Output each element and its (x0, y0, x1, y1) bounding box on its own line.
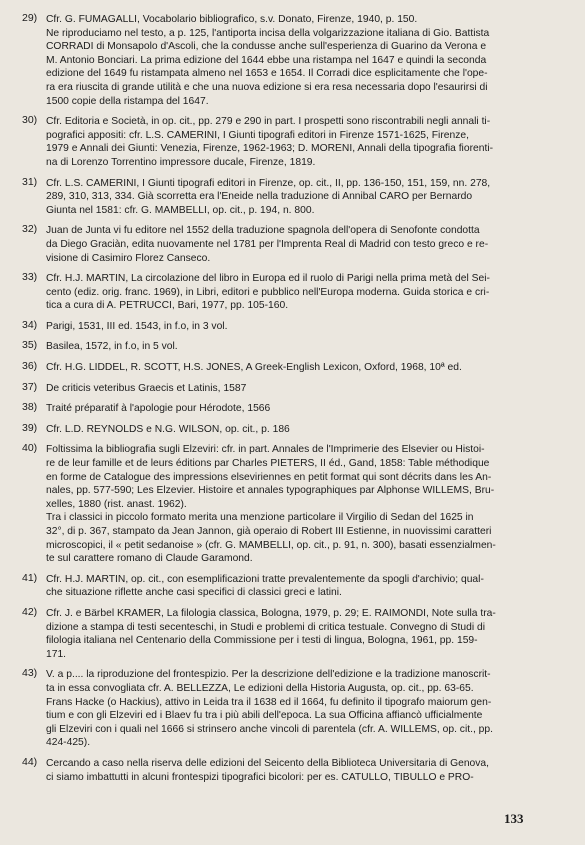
footnote-line: nales, pp. 577-590; Les Elzevier. Histoire et annales typographiques par Alphonse WILLEMS, Bru- (46, 485, 495, 497)
footnote-line: edizione del 1649 fu ristampata almeno nel 1653 e 1654. Il Corradi dice esplicitamente che l'ope- (46, 68, 488, 80)
footnote-line: Tra i classici in piccolo formato merita una menzione particolare il Virgilio di Sedan del 1625 in (46, 512, 474, 524)
footnote-line: Juan de Junta vi fu editore nel 1552 della traduzione spagnola dell'opera di Senofonte condotta (46, 225, 480, 237)
footnote-number: 35) (22, 339, 38, 352)
footnote-number: 29) (22, 12, 38, 24)
footnote (22, 402, 570, 416)
footnote-number: 34) (22, 318, 38, 331)
footnote-text (46, 382, 570, 396)
footnote-line: cento (ediz. orig. franc. 1969), in Libri, editori e pubblico nell'Europa moderna. Guida storica e cri- (46, 286, 490, 298)
footnote (22, 573, 570, 600)
footnote-text (46, 13, 570, 108)
footnote-number: 42) (22, 605, 38, 618)
footnote (22, 668, 570, 750)
footnote-line: Cercando a caso nella riserva delle edizioni del Seicento della Biblioteca Universitaria di Genova, (46, 757, 490, 769)
footnote-number: 43) (22, 667, 38, 680)
footnote-line: 424-425). (46, 737, 91, 749)
footnote-number: 40) (22, 442, 38, 455)
footnote-line: Frans Hacke (o Hackius), attivo in Leida tra il 1638 ed il 1664, fu definito il tipografo maiorum gen- (46, 696, 492, 708)
footnote-text (46, 320, 570, 334)
footnote-line: tium e con gli Elzeviri ed i Blaev fu tra i più abili dell'epoca. La sua Officina affiancò ufficialmente (46, 710, 483, 722)
footnote-number: 30) (22, 114, 38, 127)
footnote (22, 607, 570, 661)
footnote-text (46, 340, 570, 354)
footnote-line: ci siamo imbattutti in alcuni frontespizi tipografici bicolori: per es. CATULLO, TIBULLO e PRO- (46, 771, 474, 783)
footnotes-list (22, 13, 570, 791)
footnote-line: V. a p.... la riproduzione del frontespizio. Per la descrizione dell'edizione e la tradizione manoscrit- (46, 669, 491, 681)
footnote (22, 757, 570, 784)
footnote-line: visione di Casimiro Florez Canseco. (46, 252, 211, 264)
footnote-text (46, 272, 570, 313)
footnote-line: Giunta nel 1581: cfr. G. MAMBELLI, op. cit., p. 194, n. 800. (46, 204, 315, 216)
footnote-line: te sul carattere romano di Claude Garamond. (46, 553, 253, 565)
footnote-line: ra era riuscita di grande utilità e che una nuova edizione si era resa necessaria dopo l'esaurirsi di (46, 81, 488, 93)
footnote-line: pografici appositi: cfr. L.S. CAMERINI, I Giunti tipografi editori in Firenze 1571-1625, Firenze, (46, 129, 469, 141)
footnote-line: Cfr. J. e Bärbel KRAMER, La filologia classica, Bologna, 1979, p. 29; E. RAIMONDI, Note sulla tra- (46, 607, 496, 619)
footnote-number: 31) (22, 175, 38, 188)
footnote-text (46, 177, 570, 218)
footnote-line: 171. (46, 648, 67, 660)
footnote-number: 33) (22, 271, 38, 284)
footnote (22, 382, 570, 396)
footnote-line: na di Lorenzo Torrentino impressore ducale, Firenze, 1819. (46, 156, 316, 168)
footnote-line: 289, 310, 313, 334. Già scorretta era l'Eneide nella traduzione di Annibal CARO per Bernardo (46, 191, 473, 203)
footnote-line: Cfr. H.G. LIDDEL, R. SCOTT, H.S. JONES, A Greek-English Lexicon, Oxford, 1968, 10ª ed. (46, 362, 462, 374)
footnote-line: microscopici, il « petit sedanoise » (cfr. G. MAMBELLI, op. cit., p. 91, n. 300), basati essenzialmen- (46, 539, 496, 551)
footnote-line: che situazione riflette anche casi specifici di classici greci e latini. (46, 587, 342, 599)
footnote (22, 361, 570, 375)
footnote-line: Cfr. H.J. MARTIN, op. cit., con esemplificazioni tratte prevalentemente da spogli d'archivio; qual- (46, 573, 484, 585)
footnote-text (46, 224, 570, 265)
footnote-line: Cfr. Editoria e Società, in op. cit., pp. 279 e 290 in part. I prospetti sono riscontrabili negli annali ti- (46, 116, 491, 128)
footnote-line: ta in essa convogliata cfr. A. BELLEZZA, Le edizioni della Historia Augusta, op. cit., pp. 63-65. (46, 682, 474, 694)
footnote-text (46, 443, 570, 565)
footnote-line: gli Elzeviri con i quali nel 1666 si strinsero anche vincoli di parentela (cfr. A. WILLEMS, op. cit., pp. (46, 723, 493, 735)
footnote-line: Ne riproduciamo nel testo, a p. 125, l'antiporta incisa della volgarizzazione italiana di Gio. Battista (46, 27, 490, 39)
footnote-text (46, 607, 570, 661)
footnote-line: dizione a stampa di testi secenteschi, in Studi e problemi di critica testuale. Convegno di Studi di (46, 621, 486, 633)
footnote (22, 115, 570, 169)
footnote-line: Cfr. L.S. CAMERINI, I Giunti tipografi editori in Firenze, op. cit., II, pp. 136-150, 151, 159, nn. 278, (46, 177, 491, 189)
footnote-line: Cfr. G. FUMAGALLI, Vocabolario bibliografico, s.v. Donato, Firenze, 1940, p. 150. (46, 14, 418, 25)
footnote-line: da Diego Graciàn, edita nuovamente nel 1781 per l'Imprenta Real di Madrid con testo greco e re- (46, 238, 489, 250)
footnote-line: xelles, 1880 (rist. anast. 1962). (46, 498, 187, 510)
footnote (22, 443, 570, 565)
footnote-text (46, 757, 570, 784)
footnote-line: filologia italiana nel Centenario della Commissione per i testi di lingua, Bologna, 1961, pp. 159- (46, 635, 478, 647)
footnote-line: re de leur famille et de leurs éditions par Charles PIETERS, II éd., Gand, 1858: Table méthodique (46, 458, 490, 470)
footnote-line: Foltissima la bibliografia sugli Elzeviri: cfr. in part. Annales de l'Imprimerie des Elsevier ou Histoi- (46, 444, 485, 456)
footnote-line: 32°, di p. 367, stampato da Jean Jannon, già operaio di Robert III Estienne, in nuovissimi caratteri (46, 526, 492, 537)
footnote-text (46, 668, 570, 750)
footnote-number: 38) (22, 401, 38, 414)
footnote-text (46, 361, 570, 375)
footnote-line: tica a cura di A. PETRUCCI, Bari, 1977, pp. 105-160. (46, 300, 289, 312)
footnote-text (46, 423, 570, 437)
footnote (22, 320, 570, 334)
footnote-line: 1979 e Annali dei Giunti: Venezia, Firenze, 1962-1963; D. MORENI, Annali della tipografia fiorenti- (46, 143, 494, 155)
footnote (22, 177, 570, 218)
footnote-line: Cfr. L.D. REYNOLDS e N.G. WILSON, op. cit., p. 186 (46, 423, 290, 435)
footnote-text (46, 573, 570, 600)
footnote-number: 36) (22, 360, 38, 373)
footnote-line: De criticis veteribus Graecis et Latinis, 1587 (46, 382, 247, 394)
footnote-line: M. Antonio Bonciari. La prima edizione del 1644 ebbe una ristampa nel 1647 e quindi la seconda (46, 54, 487, 66)
footnote (22, 340, 570, 354)
footnote-number: 32) (22, 223, 38, 236)
footnote-line: Basilea, 1572, in f.o, in 5 vol. (46, 341, 178, 353)
footnote (22, 13, 570, 108)
footnote-number: 41) (22, 571, 38, 584)
footnote-number: 37) (22, 380, 38, 393)
footnote-text (46, 115, 570, 169)
page-number: 133 (504, 811, 524, 826)
footnote (22, 423, 570, 437)
footnote-line: 1500 copie della ristampa del 1647. (46, 95, 209, 107)
footnote-line: Cfr. H.J. MARTIN, La circolazione del libro in Europa ed il ruolo di Parigi nella prima metà del Sei- (46, 273, 490, 285)
footnote-line: en forme de Catalogue des impressions elseviriennes en petit format qui sont décrits dans les An- (46, 471, 492, 483)
footnote (22, 224, 570, 265)
footnote-number: 44) (22, 755, 38, 768)
footnote-text (46, 402, 570, 416)
footnote-line: CORRADI di Monsapolo d'Ascoli, che la condusse anche sull'esperienza di Guarino da Verona e (46, 41, 487, 53)
footnote-line: Traité préparatif à l'apologie pour Hérodote, 1566 (46, 403, 271, 415)
footnote (22, 272, 570, 313)
footnote-line: Parigi, 1531, III ed. 1543, in f.o, in 3 vol. (46, 320, 228, 332)
footnote-number: 39) (22, 421, 38, 434)
